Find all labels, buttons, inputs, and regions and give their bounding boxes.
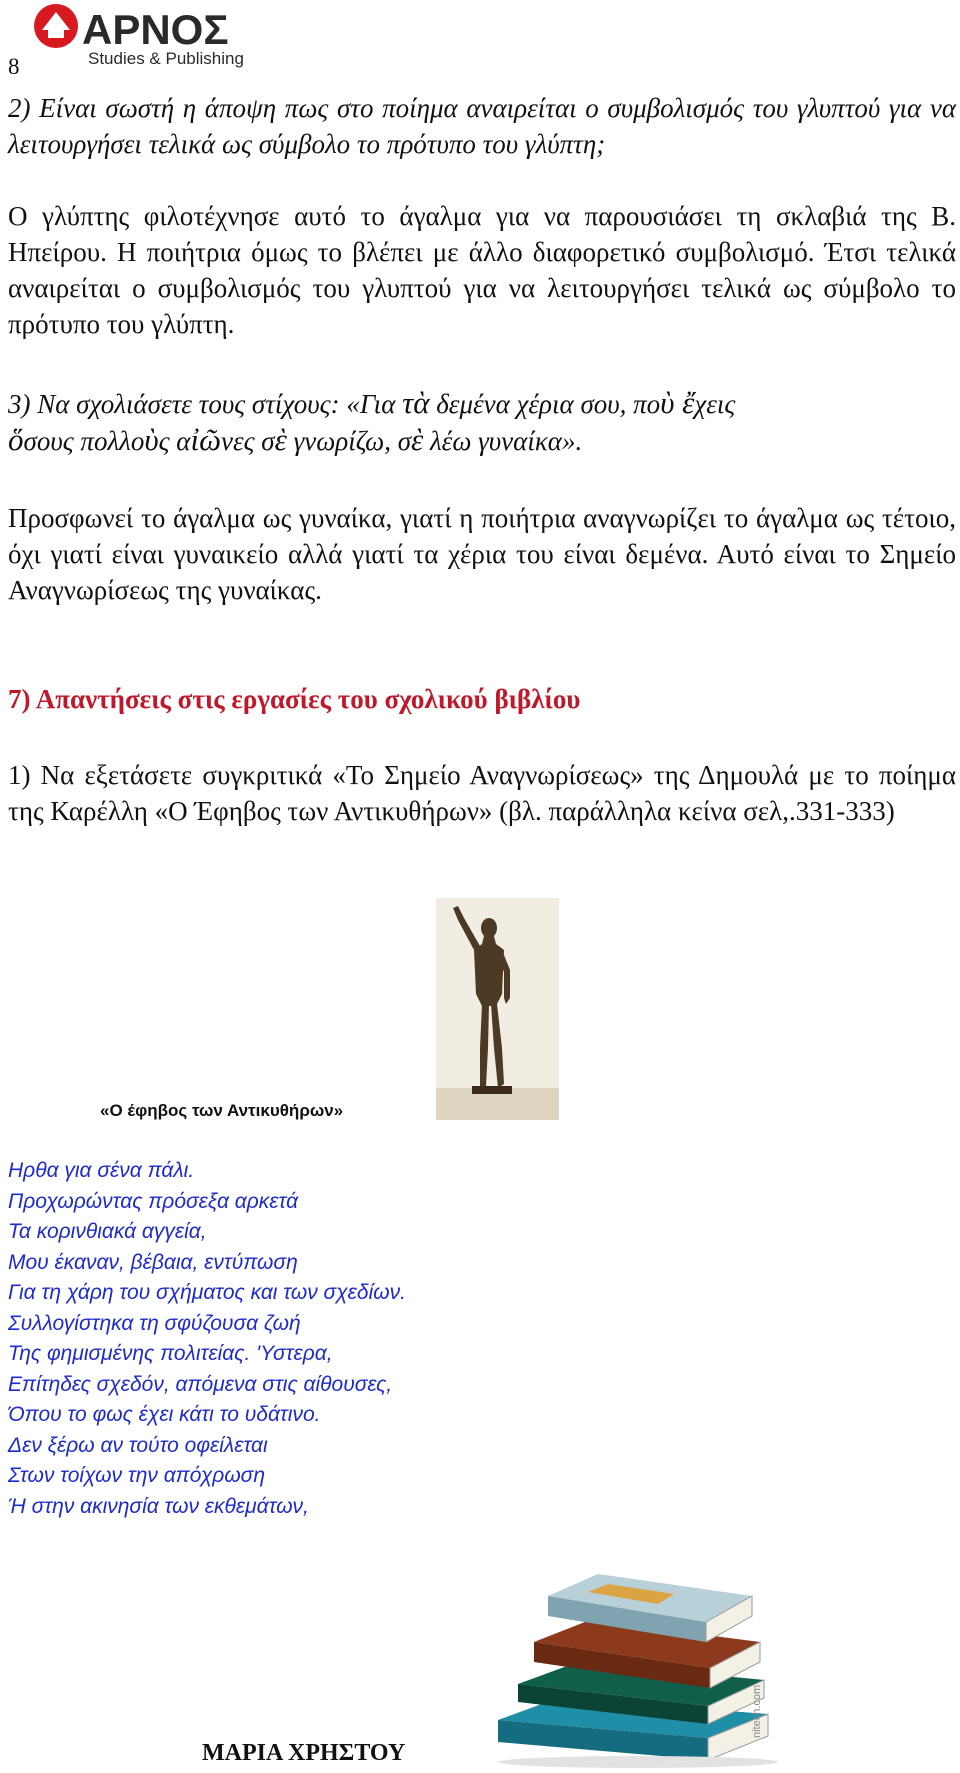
poem-line: Επίτηδες σχεδόν, απόμενα στις αίθουσες, — [8, 1372, 393, 1396]
poem-line: Για τη χάρη του σχήματος και των σχεδίων. — [8, 1281, 406, 1304]
poem-line: Προχωρώντας πρόσεξα αρκετά — [8, 1189, 299, 1213]
poem-line: Μου έκαναν, βέβαια, εντύπωση — [8, 1250, 298, 1274]
poem-line: Όπου το φως έχει κάτι το υδάτινο. — [8, 1403, 321, 1426]
poem-line: Δεν ξέρω αν τούτο οφείλεται — [8, 1433, 268, 1457]
poem-line: Της φημισμένης πολιτείας. 'Υστερα, — [8, 1342, 333, 1365]
logo-title: ΑΡΝΟΣ — [82, 6, 229, 53]
poem-line: Τα κορινθιακά αγγεία, — [8, 1220, 207, 1243]
question-2: 2) Είναι σωστή η άποψη πως στο ποίημα αναιρείται ο συμβολισμός του γλυπτού για να λειτουργήσει τελικά ως σύμβολο το πρότυπο του γλύπτη; — [8, 93, 956, 159]
author-name: ΜΑΡΙΑ ΧΡΗΣΤΟΥ — [202, 1740, 406, 1766]
poem-line: Ηρθα για σένα πάλι. — [8, 1159, 195, 1182]
poem-line: Συλλογίστηκα τη σφύζουσα ζωή — [8, 1311, 301, 1335]
page-number: 8 — [8, 54, 20, 79]
books-clipart — [478, 1538, 786, 1768]
poem-line: Στων τοίχων την απόχρωση — [8, 1464, 265, 1487]
answer-2: Ο γλύπτης φιλοτέχνησε αυτό το άγαλμα για να παρουσιάσει τη σκλαβιά της Β. Ηπείρου. Η ποιήτρια όμως το βλέπει με άλλο διαφορετικό συμβολισμό. Έτσι τελικά αναιρείται ο συμβολισμός του γλυπτού για να λειτουργήσει τελικά ως σύμβολο το πρότυπο του γλύπτη. — [8, 201, 956, 339]
books-watermark: nitech.com — [751, 1684, 763, 1738]
logo-subtitle: Studies & Publishing — [88, 49, 244, 68]
poem — [8, 1156, 406, 1522]
statue-image — [436, 898, 559, 1120]
question-3: 3) Να σχολιάσετε τους στίχους: «Για τὰ δεμένα χέρια σου, ποὺ ἔχεις ὅσους πολλοὺς αἰῶνες σὲ γνωρίζω, σὲ λέω γυναίκα». — [8, 385, 736, 457]
poem-line: Ή στην ακινησία των εκθεμάτων, — [8, 1494, 309, 1518]
figure-caption: «Ο έφηβος των Αντικυθήρων» — [100, 1101, 344, 1120]
task-1: 1) Να εξετάσετε συγκριτικά «Το Σημείο Αναγνωρίσεως» της Δημουλά με το ποίημα της Καρέλλη «Ο Έφηβος των Αντικυθήρων» (βλ. παράλληλα κείνα σελ,.331-333) — [8, 760, 956, 826]
answer-3: Προσφωνεί το άγαλμα ως γυναίκα, γιατί η ποιήτρια αναγνωρίζει το άγαλμα ως τέτοιο, όχι γιατί είναι γυναικείο αλλά γιατί τα χέρια του είναι δεμένα. Αυτό είναι το Σημείο Αναγνωρίσεως της γυναίκας. — [8, 503, 956, 605]
section-heading: 7) Απαντήσεις στις εργασίες του σχολικού βιβλίου — [8, 684, 581, 714]
publisher-logo — [18, 0, 280, 74]
